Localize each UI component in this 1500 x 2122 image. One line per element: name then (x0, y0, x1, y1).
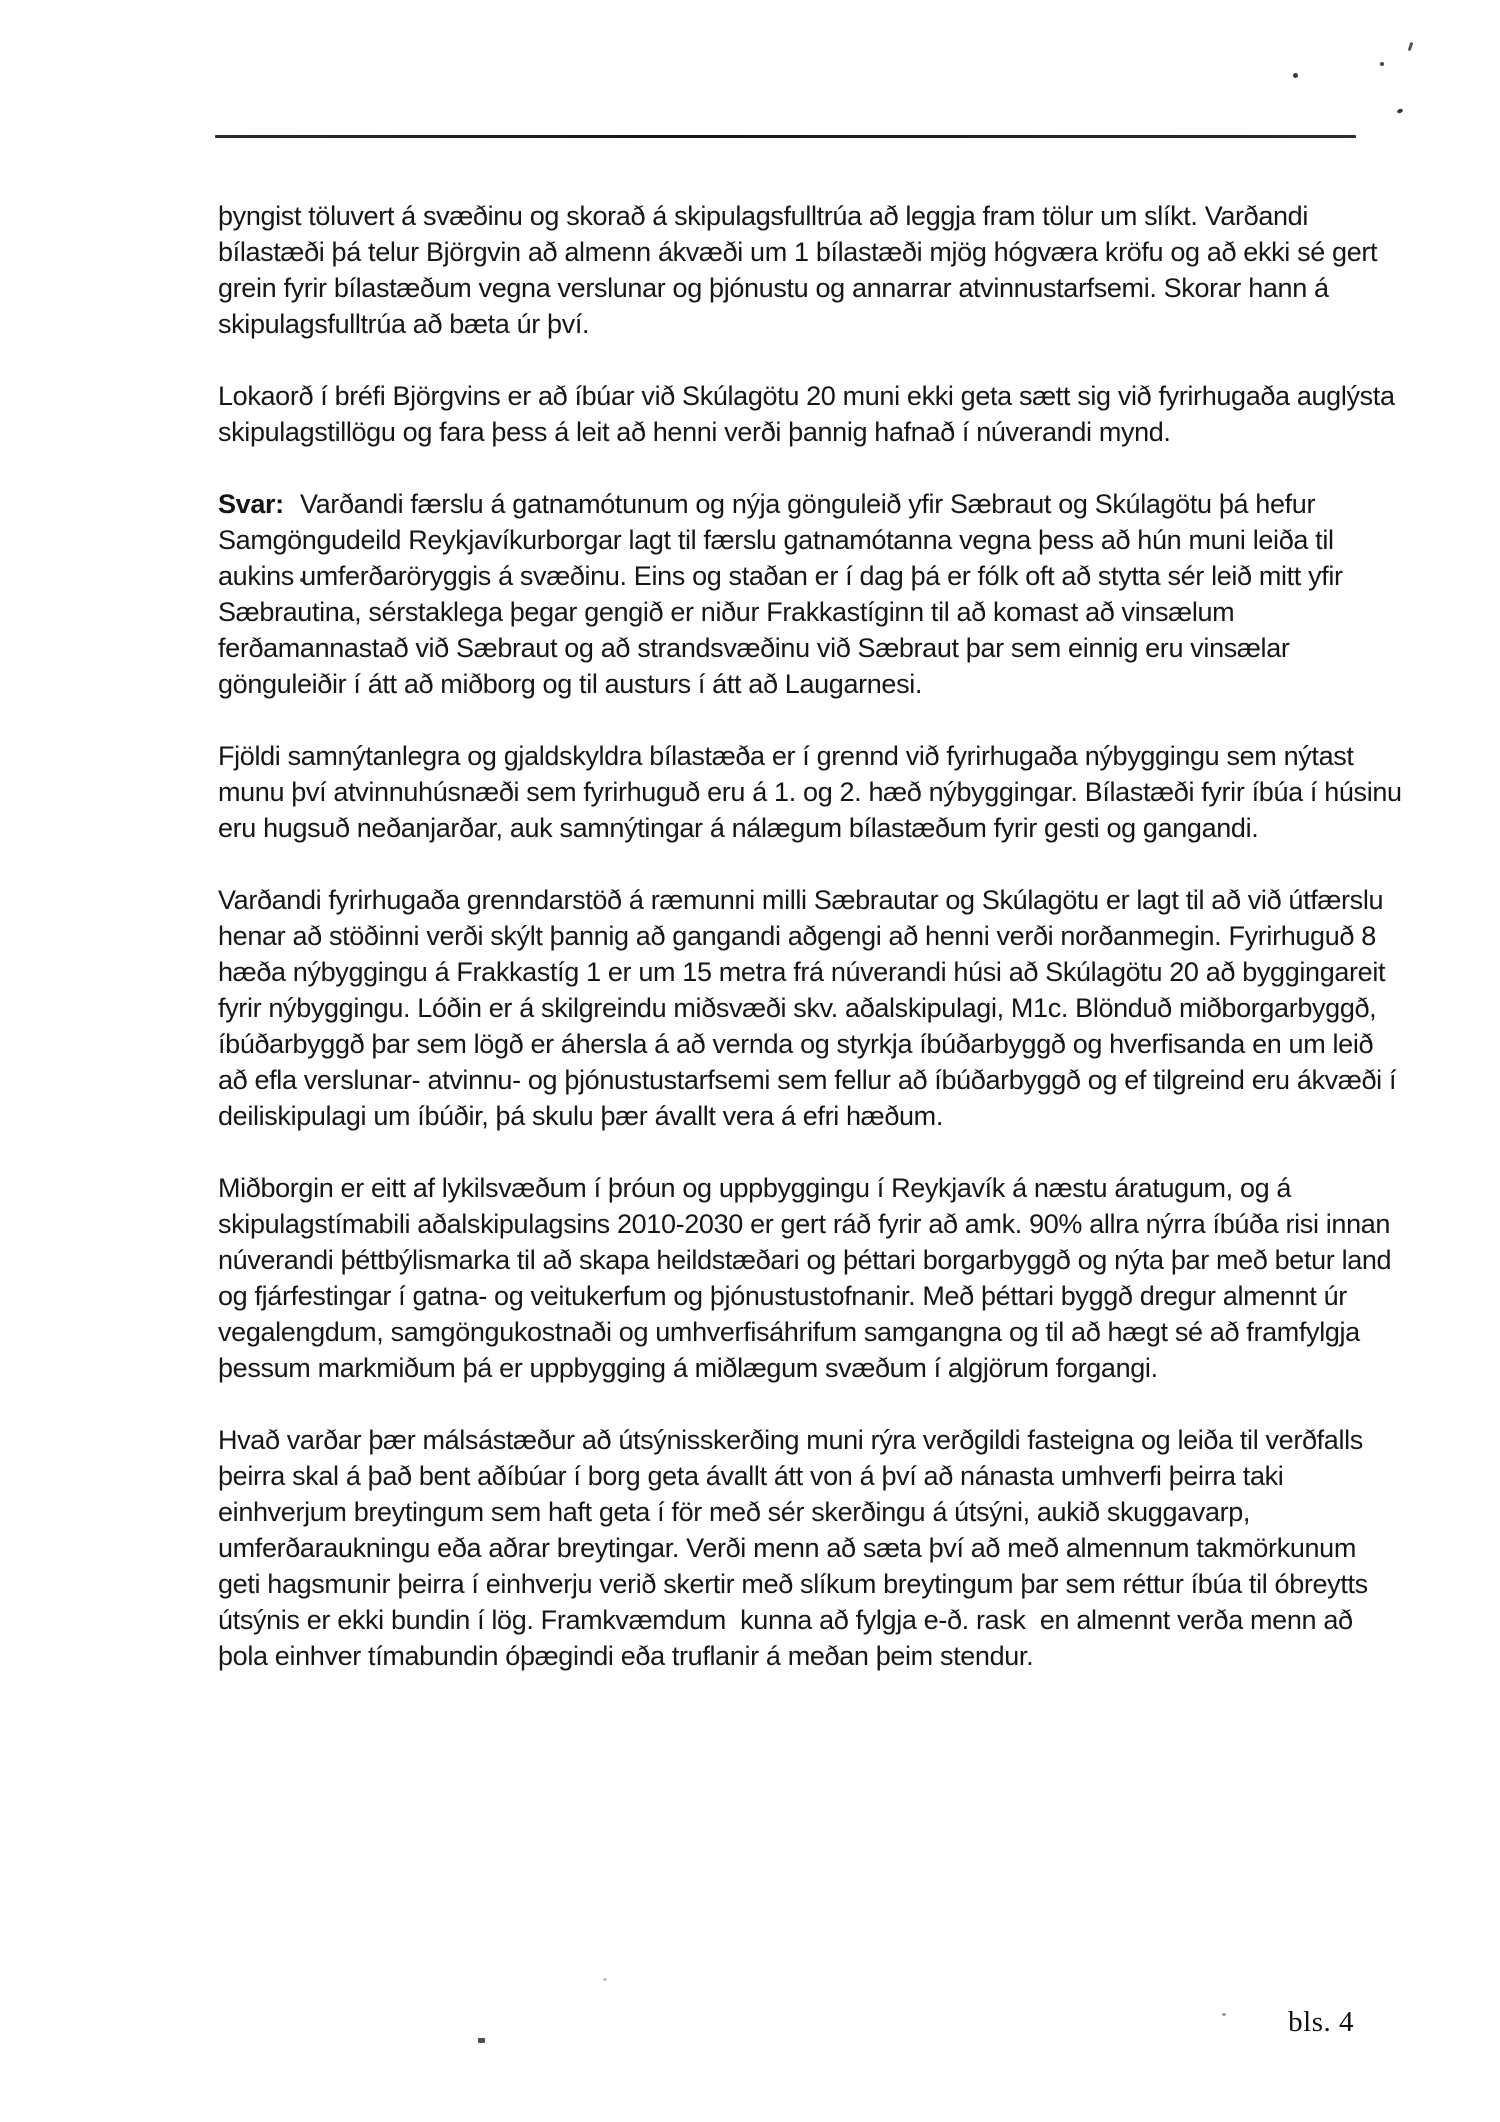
paragraph-midborgin: Miðborgin er eitt af lykilsvæðum í þróun og uppbyggingu í Reykjavík á næstu áratugum, og á skipulagstímabili aðalskipulagsins 2010-2030 er gert ráð fyrir að amk. 90% allra nýrra íbúða risi innan núverandi þéttbýlismarka til að skapa heildstæðari og þéttari borgarbyggð og nýta þar með betur land og fjárfestingar í gatna- og veitukerfum og þjónustustofnanir. Með þéttari byggð dregur almennt úr vegalengdum, samgöngukostnaði og umhverfisáhrifum samgangna og til að hægt sé að framfylgja þessum markmiðum þá er uppbygging á miðlægum svæðum í algjörum forgangi. (218, 1173, 1399, 1383)
paragraph-bilastaedi-fjoldi: Fjöldi samnýtanlegra og gjaldskyldra bílastæða er í grennd við fyrirhugaða nýbyggingu sem nýtast munu því atvinnuhúsnæði sem fyrirhuguð eru á 1. og 2. hæð nýbyggingar. Bílastæði fyrir íbúa í húsinu eru hugsuð neðanjarðar, auk samnýtingar á nálægum bílastæðum fyrir gesti og gangandi. (218, 741, 1409, 843)
paragraph-svar (218, 486, 1403, 702)
scan-speck (1380, 62, 1384, 66)
answer-label: Svar: (218, 489, 284, 519)
page-number: bls. 4 (1288, 2006, 1354, 2038)
paragraph-continuation-bilastaedi: þyngist töluvert á svæðinu og skorað á skipulagsfulltrúa að leggja fram tölur um slíkt. Varðandi bílastæði þá telur Björgvin að almenn ákvæði um 1 bílastæði mjög hógværa kröfu og að ekki sé gert grein fyrir bílastæðum vegna verslunar og þjónustu og annarrar atvinnustarfsemi. Skorar hann á skipulagsfulltrúa að bæta úr því. (218, 201, 1385, 339)
scan-speck (478, 2038, 485, 2043)
scan-speck (1222, 2013, 1226, 2016)
scan-speck (1408, 42, 1414, 51)
paragraph-grenndarstod: Varðandi fyrirhugaða grenndarstöð á ræmunni milli Sæbrautar og Skúlagötu er lagt til að við útfærslu henar að stöðinni verði skýlt þannig að gangandi aðgengi að henni verði norðanmegin. Fyrirhuguð 8 hæða nýbyggingu á Frakkastíg 1 er um 15 metra frá núverandi húsi að Skúlagötu 20 að byggingareit fyrir nýbyggingu. Lóðin er á skilgreindu miðsvæði skv. aðalskipulagi, M1c. Blönduð miðborgarbyggð, íbúðarbyggð þar sem lögð er áhersla á að vernda og styrkja íbúðarbyggð og hverfisanda en um leið að efla verslunar- atvinnu- og þjónustustarfsemi sem fellur að íbúðarbyggð og ef tilgreind eru ákvæði í deiliskipulagi um íbúðir, þá skulu þær ávallt vera á efri hæðum. (218, 885, 1404, 1131)
paragraph-lokaord: Lokaorð í bréfi Björgvins er að íbúar við Skúlagötu 20 muni ekki geta sætt sig við fyrirhugaða auglýsta skipulagstillögu og fara þess á leit að henni verði þannig hafnað í núverandi mynd. (218, 381, 1402, 447)
document-body (218, 198, 1409, 1710)
answer-text: Varðandi færslu á gatnamótunum og nýja gönguleið yfir Sæbraut og Skúlagötu þá hefur Samgöngudeild Reykjavíkurborgar lagt til færslu gatnamótanna vegna þess að hún muni leiða til aukins umferðaröryggis á svæðinu. Eins og staðan er í dag þá er fólk oft að stytta sér leið mitt yfir Sæbrautina, sérstaklega þegar gengið er niður Frakkastíginn til að komast að vinsælum ferðamannastað við Sæbraut og að strandsvæðinu við Sæbraut þar sem einnig eru vinsælar gönguleiðir í átt að miðborg og til austurs í átt að Laugarnesi. (218, 489, 1350, 699)
scan-speck (603, 1978, 607, 1981)
scan-speck (1396, 108, 1403, 114)
scan-speck (1293, 73, 1298, 78)
paragraph-utsynisskerding: Hvað varðar þær málsástæður að útsýnisskerðing muni rýra verðgildi fasteigna og leiða til verðfalls þeirra skal á það bent aðíbúar í borg geta ávallt átt von á því að nánasta umhverfi þeirra taki einhverjum breytingum sem haft geta í för með sér skerðingu á útsýni, aukið skuggavarp, umferðaraukningu eða aðrar breytingar. Verði menn að sæta því að með almennum takmörkunum geti hagsmunir þeirra í einhverju verið skertir með slíkum breytingum þar sem réttur íbúa til óbreytts útsýnis er ekki bundin í lög. Framkvæmdum kunna að fylgja e-ð. rask en almennt verða menn að þola einhver tímabundin óþægindi eða truflanir á meðan þeim stendur. (218, 1425, 1375, 1671)
header-rule (215, 135, 1356, 138)
